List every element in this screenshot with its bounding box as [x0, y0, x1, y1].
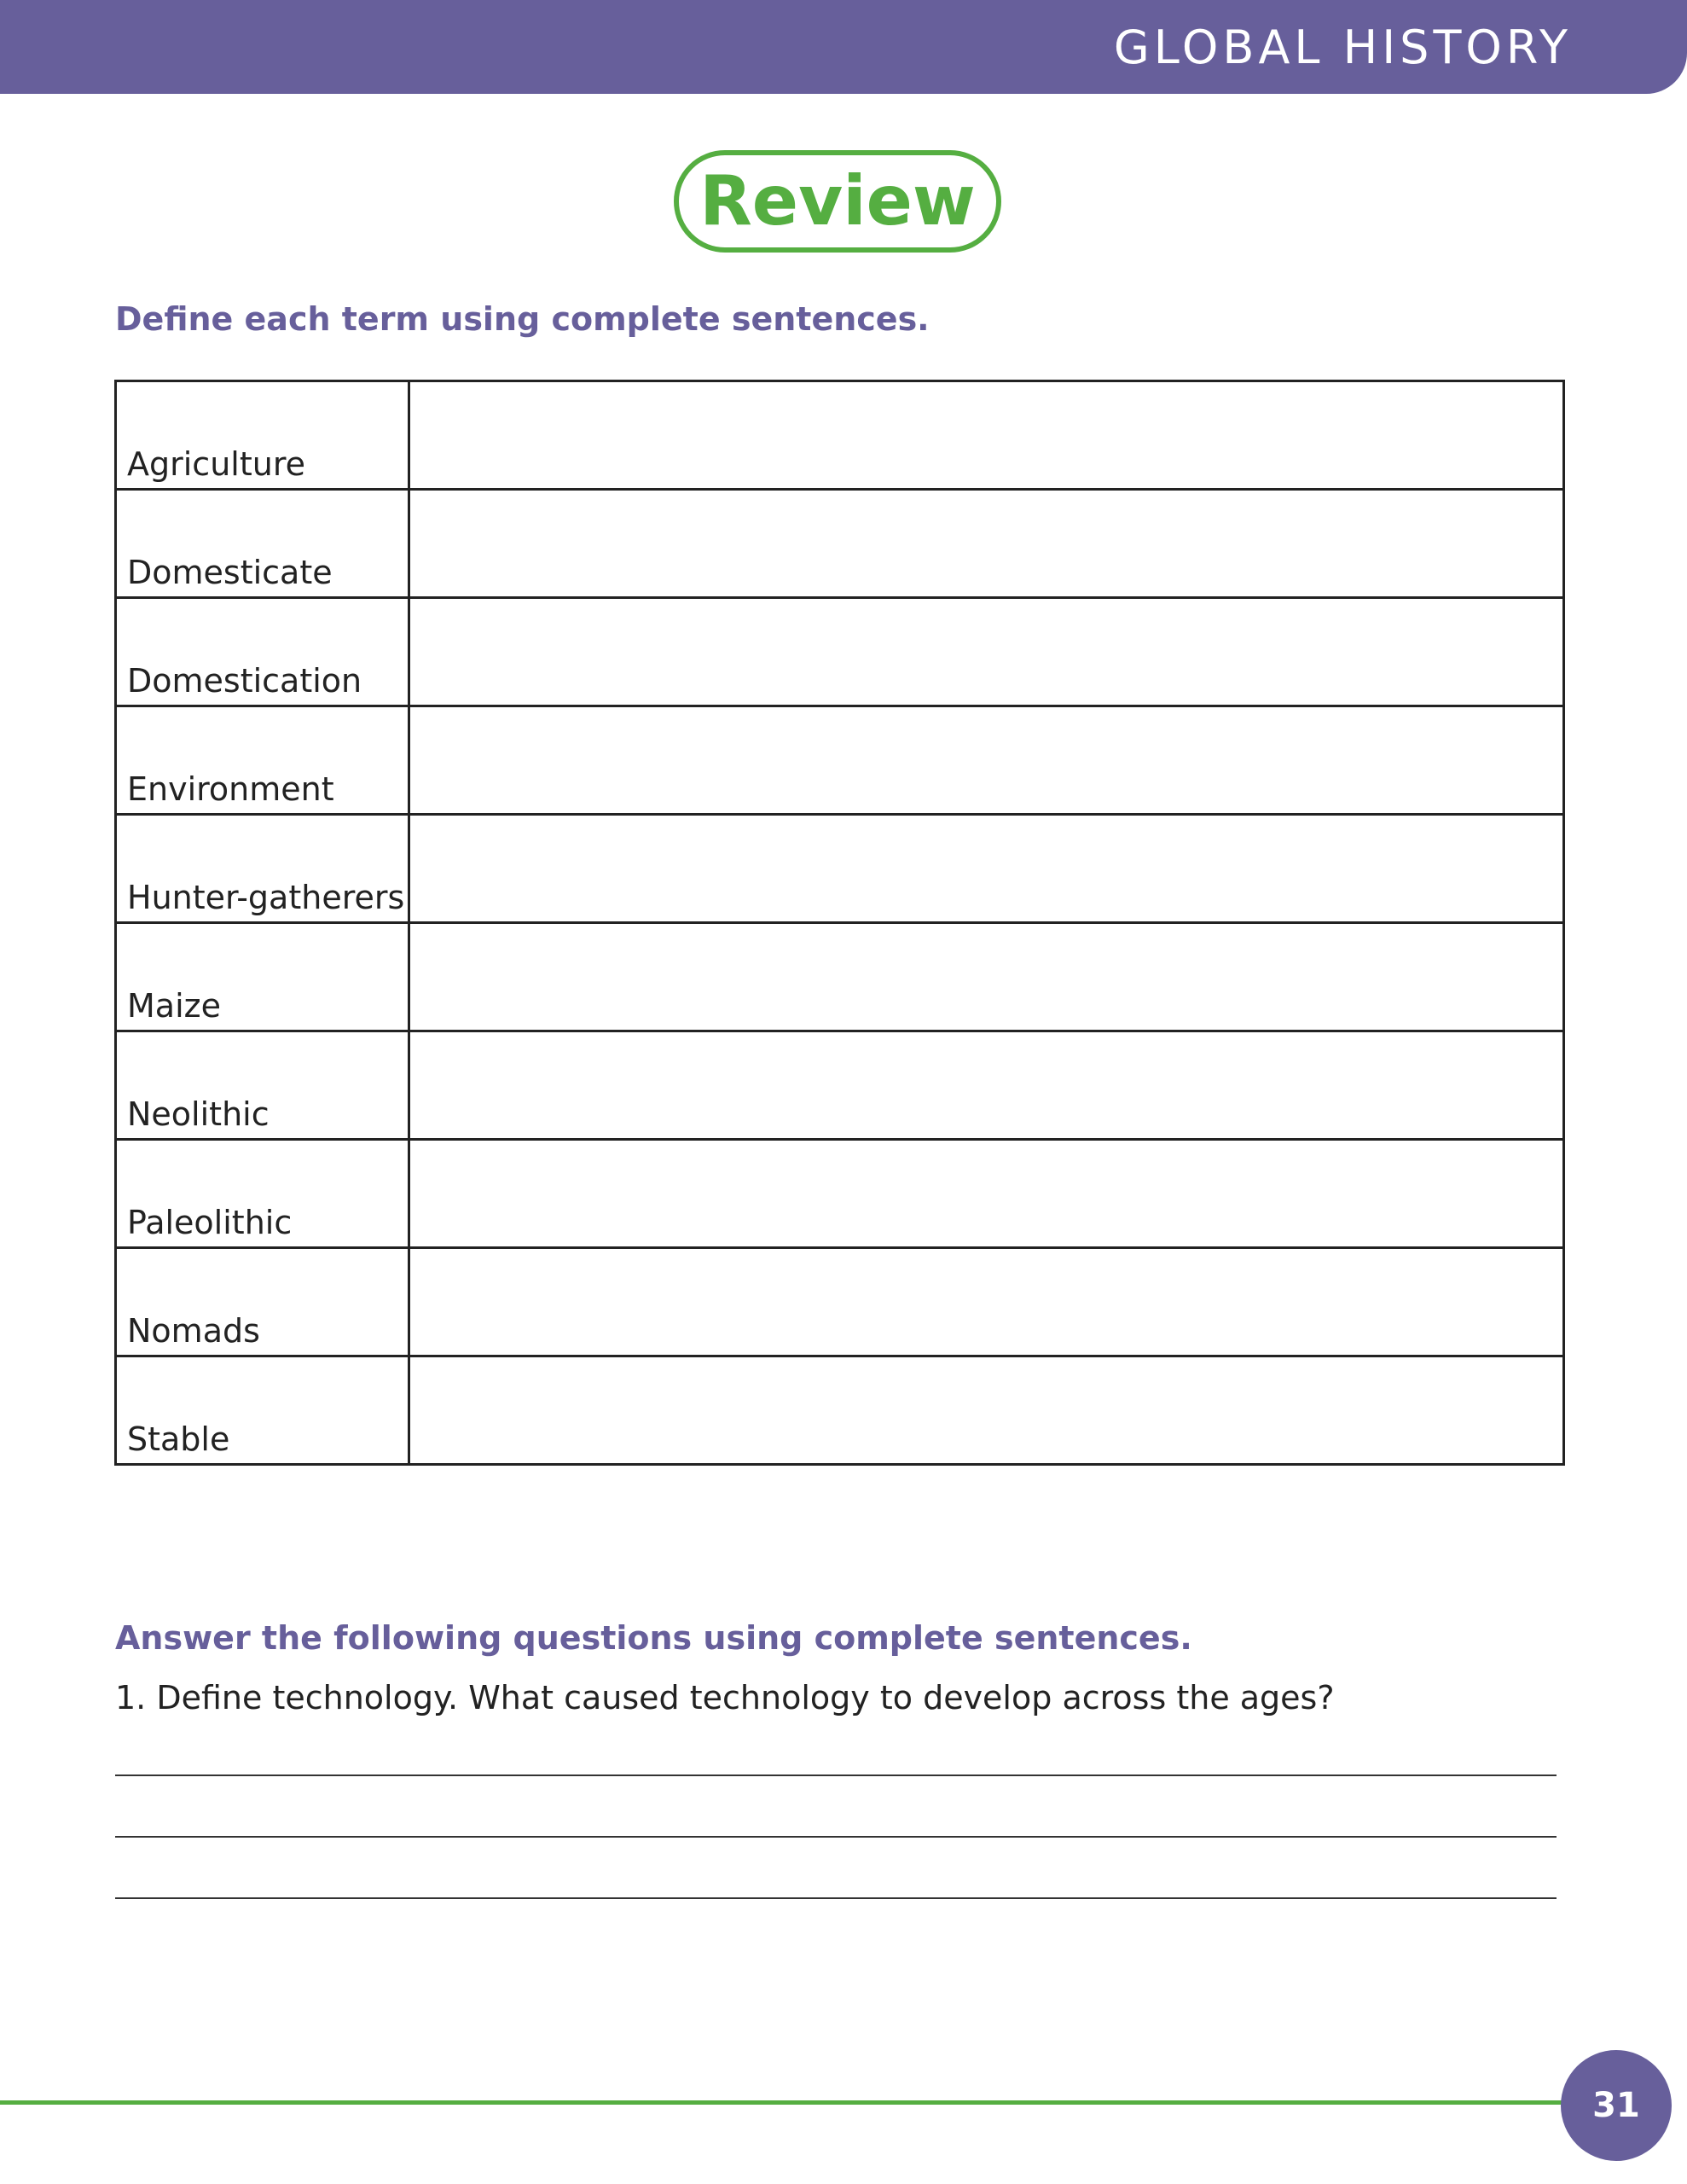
term-cell: Domestication [116, 598, 409, 706]
definition-cell[interactable] [409, 1031, 1564, 1140]
table-row [116, 598, 1564, 706]
definition-cell[interactable] [409, 1248, 1564, 1356]
review-label: Review [699, 161, 976, 241]
definition-cell[interactable] [409, 381, 1564, 490]
terms-instruction: Define each term using complete sentences. [115, 300, 930, 338]
table-row [116, 1248, 1564, 1356]
definition-cell[interactable] [409, 598, 1564, 706]
definition-cell[interactable] [409, 706, 1564, 815]
term-cell: Agriculture [116, 381, 409, 490]
term-cell: Domesticate [116, 490, 409, 598]
term-cell: Environment [116, 706, 409, 815]
page-number-badge [1561, 2050, 1672, 2161]
header-title: GLOBAL HISTORY [1113, 20, 1572, 74]
term-cell: Stable [116, 1356, 409, 1465]
term-cell: Neolithic [116, 1031, 409, 1140]
term-cell: Maize [116, 923, 409, 1031]
answer-line[interactable] [115, 1774, 1557, 1776]
header-bar [0, 0, 1687, 94]
table-row [116, 815, 1564, 923]
definition-cell[interactable] [409, 923, 1564, 1031]
term-cell: Hunter-gatherers [116, 815, 409, 923]
footer-divider [0, 2100, 1569, 2105]
term-cell: Paleolithic [116, 1140, 409, 1248]
answer-line[interactable] [115, 1897, 1557, 1899]
table-row [116, 706, 1564, 815]
table-row [116, 381, 1564, 490]
definition-cell[interactable] [409, 490, 1564, 598]
table-row [116, 490, 1564, 598]
definition-cell[interactable] [409, 1140, 1564, 1248]
table-row [116, 1356, 1564, 1465]
page-number: 31 [1592, 2086, 1640, 2125]
definition-cell[interactable] [409, 815, 1564, 923]
definition-cell[interactable] [409, 1356, 1564, 1465]
table-row [116, 1031, 1564, 1140]
questions-instruction: Answer the following questions using complete sentences. [115, 1619, 1192, 1657]
question-1: 1. Define technology. What caused technology to develop across the ages? [115, 1679, 1335, 1716]
table-row [116, 1140, 1564, 1248]
review-badge [674, 150, 1001, 253]
table-row [116, 923, 1564, 1031]
term-cell: Nomads [116, 1248, 409, 1356]
answer-line[interactable] [115, 1836, 1557, 1838]
terms-table [114, 380, 1565, 1466]
